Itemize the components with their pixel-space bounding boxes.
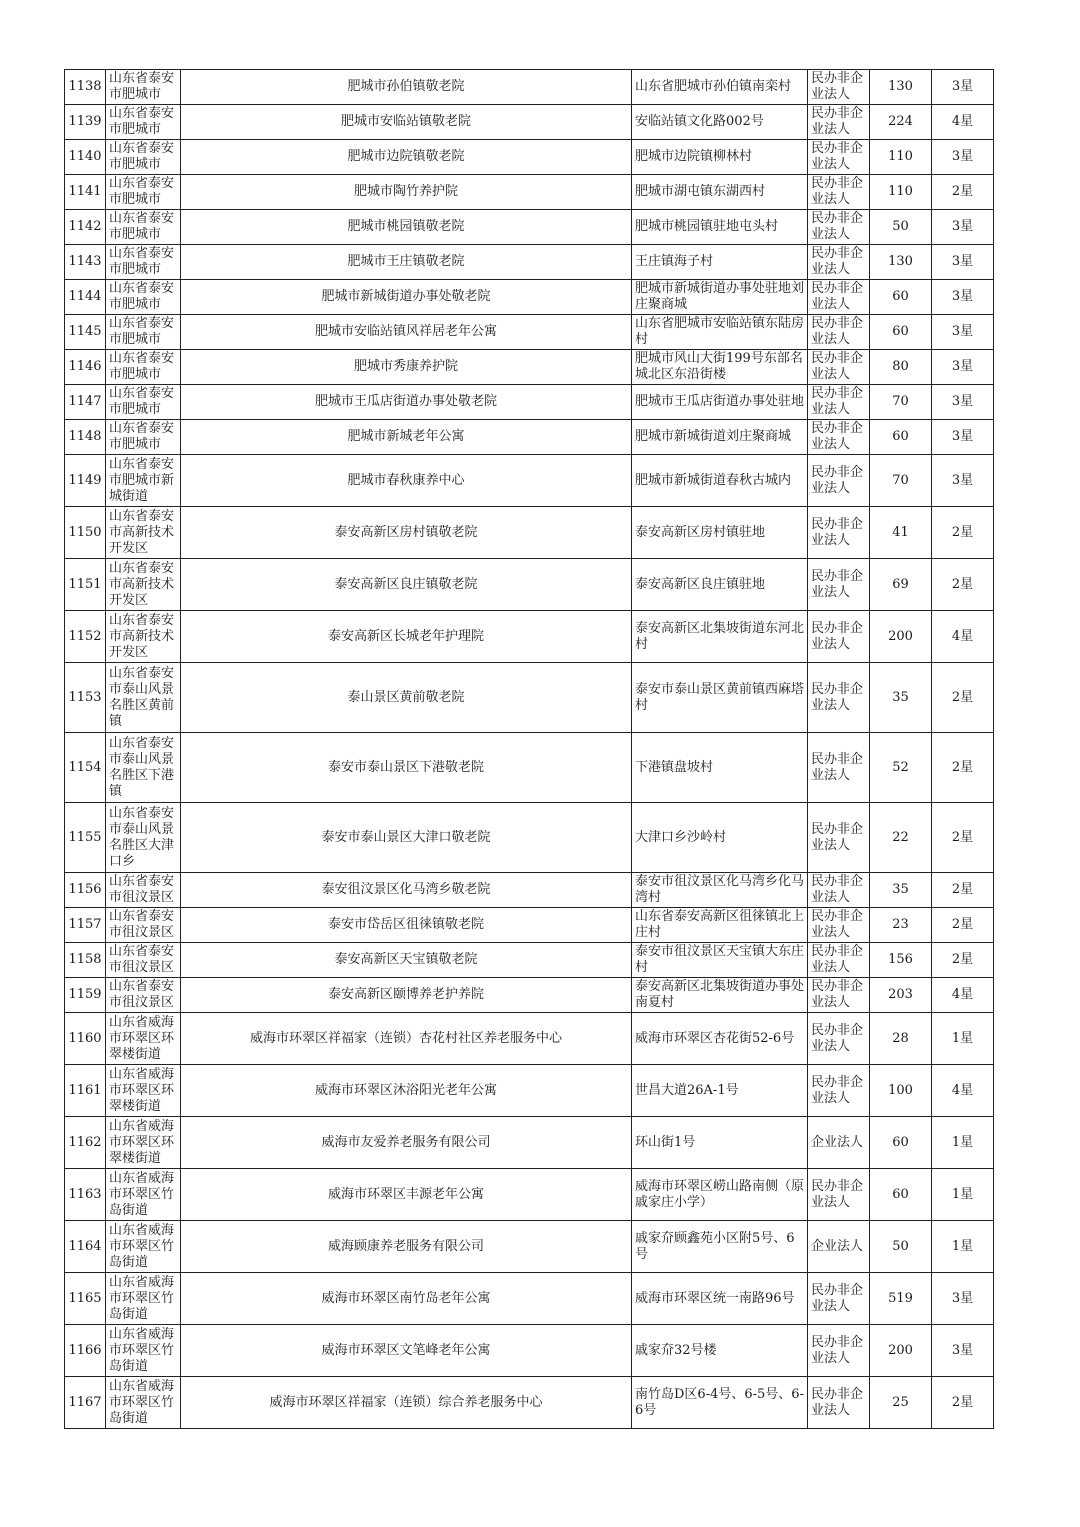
address-cell: 泰安市泰山景区黄前镇西麻塔村 bbox=[632, 663, 808, 733]
legal-type-cell: 民办非企业法人 bbox=[808, 1273, 870, 1325]
table-row bbox=[65, 943, 994, 978]
legal-type-cell: 企业法人 bbox=[808, 1221, 870, 1273]
institution-name-cell: 泰安市泰山景区下港敬老院 bbox=[181, 733, 632, 803]
region-cell: 山东省泰安市肥城市 bbox=[106, 420, 181, 455]
row-number: 1144 bbox=[65, 280, 106, 315]
region-cell: 山东省威海市环翠区环翠楼街道 bbox=[106, 1117, 181, 1169]
institution-name-cell: 肥城市陶竹养护院 bbox=[181, 175, 632, 210]
legal-type-cell: 民办非企业法人 bbox=[808, 611, 870, 663]
row-number: 1151 bbox=[65, 559, 106, 611]
table-row bbox=[65, 1117, 994, 1169]
beds-cell: 35 bbox=[870, 873, 932, 908]
institution-name-cell: 威海市环翠区文笔峰老年公寓 bbox=[181, 1325, 632, 1377]
institution-name-cell: 威海市环翠区沐浴阳光老年公寓 bbox=[181, 1065, 632, 1117]
region-cell: 山东省泰安市徂汶景区 bbox=[106, 978, 181, 1013]
legal-type-cell: 民办非企业法人 bbox=[808, 1013, 870, 1065]
row-number: 1140 bbox=[65, 140, 106, 175]
beds-cell: 203 bbox=[870, 978, 932, 1013]
region-cell: 山东省威海市环翠区环翠楼街道 bbox=[106, 1065, 181, 1117]
address-cell: 肥城市边院镇柳林村 bbox=[632, 140, 808, 175]
address-cell: 泰安市徂汶景区天宝镇大东庄村 bbox=[632, 943, 808, 978]
institution-name-cell: 肥城市春秋康养中心 bbox=[181, 455, 632, 507]
row-number: 1150 bbox=[65, 507, 106, 559]
region-cell: 山东省泰安市高新技术开发区 bbox=[106, 611, 181, 663]
legal-type-cell: 民办非企业法人 bbox=[808, 280, 870, 315]
row-number: 1153 bbox=[65, 663, 106, 733]
rating-cell: 4星 bbox=[932, 1065, 994, 1117]
address-cell: 泰安高新区房村镇驻地 bbox=[632, 507, 808, 559]
table-row bbox=[65, 350, 994, 385]
address-cell: 肥城市新城街道春秋古城内 bbox=[632, 455, 808, 507]
beds-cell: 60 bbox=[870, 420, 932, 455]
region-cell: 山东省泰安市泰山风景名胜区下港镇 bbox=[106, 733, 181, 803]
row-number: 1161 bbox=[65, 1065, 106, 1117]
beds-cell: 130 bbox=[870, 70, 932, 105]
region-cell: 山东省泰安市徂汶景区 bbox=[106, 943, 181, 978]
rating-cell: 3星 bbox=[932, 210, 994, 245]
facility-table bbox=[64, 69, 994, 1429]
rating-cell: 2星 bbox=[932, 733, 994, 803]
region-cell: 山东省泰安市肥城市 bbox=[106, 210, 181, 245]
legal-type-cell: 民办非企业法人 bbox=[808, 455, 870, 507]
address-cell: 王庄镇海子村 bbox=[632, 245, 808, 280]
region-cell: 山东省泰安市肥城市 bbox=[106, 140, 181, 175]
rating-cell: 3星 bbox=[932, 455, 994, 507]
row-number: 1154 bbox=[65, 733, 106, 803]
region-cell: 山东省泰安市徂汶景区 bbox=[106, 908, 181, 943]
institution-name-cell: 泰安高新区房村镇敬老院 bbox=[181, 507, 632, 559]
region-cell: 山东省泰安市肥城市 bbox=[106, 350, 181, 385]
address-cell: 戚家夼32号楼 bbox=[632, 1325, 808, 1377]
table-row bbox=[65, 1221, 994, 1273]
address-cell: 山东省肥城市安临站镇东陆房村 bbox=[632, 315, 808, 350]
table-row bbox=[65, 663, 994, 733]
table-row bbox=[65, 559, 994, 611]
table-row bbox=[65, 908, 994, 943]
institution-name-cell: 泰安高新区颐博养老护养院 bbox=[181, 978, 632, 1013]
legal-type-cell: 民办非企业法人 bbox=[808, 1377, 870, 1429]
table-row bbox=[65, 175, 994, 210]
table-row bbox=[65, 70, 994, 105]
institution-name-cell: 泰山景区黄前敬老院 bbox=[181, 663, 632, 733]
address-cell: 泰安高新区北集坡街道东河北村 bbox=[632, 611, 808, 663]
row-number: 1162 bbox=[65, 1117, 106, 1169]
address-cell: 安临站镇文化路002号 bbox=[632, 105, 808, 140]
institution-name-cell: 泰安高新区天宝镇敬老院 bbox=[181, 943, 632, 978]
legal-type-cell: 民办非企业法人 bbox=[808, 507, 870, 559]
table-row bbox=[65, 1169, 994, 1221]
beds-cell: 130 bbox=[870, 245, 932, 280]
region-cell: 山东省威海市环翠区竹岛街道 bbox=[106, 1377, 181, 1429]
beds-cell: 50 bbox=[870, 210, 932, 245]
institution-name-cell: 威海市友爱养老服务有限公司 bbox=[181, 1117, 632, 1169]
row-number: 1166 bbox=[65, 1325, 106, 1377]
institution-name-cell: 肥城市桃园镇敬老院 bbox=[181, 210, 632, 245]
beds-cell: 519 bbox=[870, 1273, 932, 1325]
region-cell: 山东省泰安市高新技术开发区 bbox=[106, 559, 181, 611]
beds-cell: 110 bbox=[870, 175, 932, 210]
rating-cell: 2星 bbox=[932, 803, 994, 873]
rating-cell: 4星 bbox=[932, 611, 994, 663]
rating-cell: 2星 bbox=[932, 873, 994, 908]
table-row bbox=[65, 873, 994, 908]
beds-cell: 200 bbox=[870, 1325, 932, 1377]
rating-cell: 3星 bbox=[932, 350, 994, 385]
institution-name-cell: 威海市环翠区南竹岛老年公寓 bbox=[181, 1273, 632, 1325]
beds-cell: 200 bbox=[870, 611, 932, 663]
row-number: 1156 bbox=[65, 873, 106, 908]
rating-cell: 2星 bbox=[932, 1377, 994, 1429]
table-row bbox=[65, 105, 994, 140]
region-cell: 山东省泰安市肥城市 bbox=[106, 175, 181, 210]
row-number: 1164 bbox=[65, 1221, 106, 1273]
legal-type-cell: 民办非企业法人 bbox=[808, 803, 870, 873]
region-cell: 山东省泰安市肥城市 bbox=[106, 70, 181, 105]
institution-name-cell: 肥城市新城老年公寓 bbox=[181, 420, 632, 455]
address-cell: 威海市环翠区崂山路南侧（原戚家庄小学） bbox=[632, 1169, 808, 1221]
legal-type-cell: 民办非企业法人 bbox=[808, 105, 870, 140]
institution-name-cell: 泰安高新区长城老年护理院 bbox=[181, 611, 632, 663]
legal-type-cell: 民办非企业法人 bbox=[808, 210, 870, 245]
beds-cell: 100 bbox=[870, 1065, 932, 1117]
row-number: 1158 bbox=[65, 943, 106, 978]
institution-name-cell: 威海市环翠区祥福家（连锁）综合养老服务中心 bbox=[181, 1377, 632, 1429]
table-row bbox=[65, 1273, 994, 1325]
table-row bbox=[65, 385, 994, 420]
table-row bbox=[65, 455, 994, 507]
institution-name-cell: 泰安高新区良庄镇敬老院 bbox=[181, 559, 632, 611]
rating-cell: 3星 bbox=[932, 315, 994, 350]
region-cell: 山东省泰安市肥城市 bbox=[106, 385, 181, 420]
row-number: 1139 bbox=[65, 105, 106, 140]
institution-name-cell: 肥城市秀康养护院 bbox=[181, 350, 632, 385]
rating-cell: 2星 bbox=[932, 175, 994, 210]
table-body bbox=[65, 70, 994, 1429]
legal-type-cell: 民办非企业法人 bbox=[808, 943, 870, 978]
region-cell: 山东省威海市环翠区环翠楼街道 bbox=[106, 1013, 181, 1065]
beds-cell: 224 bbox=[870, 105, 932, 140]
address-cell: 南竹岛D区6-4号、6-5号、6-6号 bbox=[632, 1377, 808, 1429]
address-cell: 威海市环翠区统一南路96号 bbox=[632, 1273, 808, 1325]
beds-cell: 60 bbox=[870, 1117, 932, 1169]
beds-cell: 156 bbox=[870, 943, 932, 978]
table-row bbox=[65, 611, 994, 663]
beds-cell: 110 bbox=[870, 140, 932, 175]
address-cell: 环山街1号 bbox=[632, 1117, 808, 1169]
rating-cell: 3星 bbox=[932, 1325, 994, 1377]
address-cell: 下港镇盘坡村 bbox=[632, 733, 808, 803]
beds-cell: 50 bbox=[870, 1221, 932, 1273]
table-row bbox=[65, 733, 994, 803]
address-cell: 肥城市新城街道办事处驻地刘庄聚商城 bbox=[632, 280, 808, 315]
rating-cell: 3星 bbox=[932, 280, 994, 315]
table-row bbox=[65, 507, 994, 559]
rating-cell: 1星 bbox=[932, 1169, 994, 1221]
region-cell: 山东省泰安市高新技术开发区 bbox=[106, 507, 181, 559]
table-row bbox=[65, 1377, 994, 1429]
address-cell: 戚家夼顾鑫苑小区附5号、6号 bbox=[632, 1221, 808, 1273]
legal-type-cell: 民办非企业法人 bbox=[808, 175, 870, 210]
row-number: 1142 bbox=[65, 210, 106, 245]
rating-cell: 2星 bbox=[932, 663, 994, 733]
beds-cell: 80 bbox=[870, 350, 932, 385]
address-cell: 肥城市桃园镇驻地屯头村 bbox=[632, 210, 808, 245]
beds-cell: 60 bbox=[870, 280, 932, 315]
region-cell: 山东省泰安市肥城市新城街道 bbox=[106, 455, 181, 507]
table-row bbox=[65, 315, 994, 350]
legal-type-cell: 民办非企业法人 bbox=[808, 350, 870, 385]
rating-cell: 3星 bbox=[932, 385, 994, 420]
row-number: 1167 bbox=[65, 1377, 106, 1429]
region-cell: 山东省威海市环翠区竹岛街道 bbox=[106, 1169, 181, 1221]
beds-cell: 69 bbox=[870, 559, 932, 611]
rating-cell: 3星 bbox=[932, 1273, 994, 1325]
table-row bbox=[65, 978, 994, 1013]
institution-name-cell: 肥城市新城街道办事处敬老院 bbox=[181, 280, 632, 315]
region-cell: 山东省泰安市泰山风景名胜区大津口乡 bbox=[106, 803, 181, 873]
row-number: 1143 bbox=[65, 245, 106, 280]
address-cell: 泰安高新区北集坡街道办事处南夏村 bbox=[632, 978, 808, 1013]
region-cell: 山东省泰安市肥城市 bbox=[106, 105, 181, 140]
beds-cell: 28 bbox=[870, 1013, 932, 1065]
rating-cell: 3星 bbox=[932, 140, 994, 175]
table-row bbox=[65, 1013, 994, 1065]
beds-cell: 70 bbox=[870, 455, 932, 507]
beds-cell: 25 bbox=[870, 1377, 932, 1429]
beds-cell: 60 bbox=[870, 1169, 932, 1221]
address-cell: 肥城市湖屯镇东湖西村 bbox=[632, 175, 808, 210]
beds-cell: 70 bbox=[870, 385, 932, 420]
beds-cell: 60 bbox=[870, 315, 932, 350]
address-cell: 肥城市王瓜店街道办事处驻地 bbox=[632, 385, 808, 420]
row-number: 1160 bbox=[65, 1013, 106, 1065]
institution-name-cell: 威海市环翠区丰源老年公寓 bbox=[181, 1169, 632, 1221]
rating-cell: 2星 bbox=[932, 908, 994, 943]
row-number: 1145 bbox=[65, 315, 106, 350]
institution-name-cell: 肥城市王瓜店街道办事处敬老院 bbox=[181, 385, 632, 420]
row-number: 1159 bbox=[65, 978, 106, 1013]
institution-name-cell: 肥城市安临站镇敬老院 bbox=[181, 105, 632, 140]
institution-name-cell: 泰安市泰山景区大津口敬老院 bbox=[181, 803, 632, 873]
row-number: 1141 bbox=[65, 175, 106, 210]
row-number: 1138 bbox=[65, 70, 106, 105]
region-cell: 山东省威海市环翠区竹岛街道 bbox=[106, 1325, 181, 1377]
legal-type-cell: 民办非企业法人 bbox=[808, 315, 870, 350]
address-cell: 大津口乡沙岭村 bbox=[632, 803, 808, 873]
legal-type-cell: 民办非企业法人 bbox=[808, 908, 870, 943]
rating-cell: 1星 bbox=[932, 1221, 994, 1273]
legal-type-cell: 民办非企业法人 bbox=[808, 140, 870, 175]
rating-cell: 2星 bbox=[932, 559, 994, 611]
beds-cell: 35 bbox=[870, 663, 932, 733]
institution-name-cell: 肥城市安临站镇风祥居老年公寓 bbox=[181, 315, 632, 350]
address-cell: 泰安市徂汶景区化马湾乡化马湾村 bbox=[632, 873, 808, 908]
row-number: 1146 bbox=[65, 350, 106, 385]
institution-name-cell: 肥城市王庄镇敬老院 bbox=[181, 245, 632, 280]
table-row bbox=[65, 210, 994, 245]
address-cell: 山东省泰安高新区徂徕镇北上庄村 bbox=[632, 908, 808, 943]
rating-cell: 1星 bbox=[932, 1117, 994, 1169]
institution-name-cell: 泰安徂汶景区化马湾乡敬老院 bbox=[181, 873, 632, 908]
rating-cell: 2星 bbox=[932, 943, 994, 978]
institution-name-cell: 肥城市孙伯镇敬老院 bbox=[181, 70, 632, 105]
row-number: 1149 bbox=[65, 455, 106, 507]
table-row bbox=[65, 1065, 994, 1117]
row-number: 1148 bbox=[65, 420, 106, 455]
legal-type-cell: 企业法人 bbox=[808, 1117, 870, 1169]
table-row bbox=[65, 803, 994, 873]
row-number: 1157 bbox=[65, 908, 106, 943]
legal-type-cell: 民办非企业法人 bbox=[808, 1169, 870, 1221]
legal-type-cell: 民办非企业法人 bbox=[808, 733, 870, 803]
table-row bbox=[65, 140, 994, 175]
region-cell: 山东省泰安市肥城市 bbox=[106, 315, 181, 350]
region-cell: 山东省泰安市徂汶景区 bbox=[106, 873, 181, 908]
legal-type-cell: 民办非企业法人 bbox=[808, 559, 870, 611]
region-cell: 山东省威海市环翠区竹岛街道 bbox=[106, 1273, 181, 1325]
beds-cell: 41 bbox=[870, 507, 932, 559]
row-number: 1147 bbox=[65, 385, 106, 420]
address-cell: 威海市环翠区杏花街52-6号 bbox=[632, 1013, 808, 1065]
rating-cell: 4星 bbox=[932, 978, 994, 1013]
beds-cell: 23 bbox=[870, 908, 932, 943]
legal-type-cell: 民办非企业法人 bbox=[808, 70, 870, 105]
institution-name-cell: 肥城市边院镇敬老院 bbox=[181, 140, 632, 175]
row-number: 1163 bbox=[65, 1169, 106, 1221]
address-cell: 山东省肥城市孙伯镇南栾村 bbox=[632, 70, 808, 105]
region-cell: 山东省泰安市泰山风景名胜区黄前镇 bbox=[106, 663, 181, 733]
rating-cell: 1星 bbox=[932, 1013, 994, 1065]
beds-cell: 22 bbox=[870, 803, 932, 873]
table-row bbox=[65, 1325, 994, 1377]
institution-name-cell: 泰安市岱岳区徂徕镇敬老院 bbox=[181, 908, 632, 943]
row-number: 1165 bbox=[65, 1273, 106, 1325]
beds-cell: 52 bbox=[870, 733, 932, 803]
region-cell: 山东省泰安市肥城市 bbox=[106, 245, 181, 280]
table-row bbox=[65, 420, 994, 455]
legal-type-cell: 民办非企业法人 bbox=[808, 385, 870, 420]
rating-cell: 3星 bbox=[932, 245, 994, 280]
legal-type-cell: 民办非企业法人 bbox=[808, 978, 870, 1013]
legal-type-cell: 民办非企业法人 bbox=[808, 420, 870, 455]
rating-cell: 4星 bbox=[932, 105, 994, 140]
rating-cell: 2星 bbox=[932, 507, 994, 559]
institution-name-cell: 威海顾康养老服务有限公司 bbox=[181, 1221, 632, 1273]
legal-type-cell: 民办非企业法人 bbox=[808, 1065, 870, 1117]
institution-name-cell: 威海市环翠区祥福家（连锁）杏花村社区养老服务中心 bbox=[181, 1013, 632, 1065]
legal-type-cell: 民办非企业法人 bbox=[808, 873, 870, 908]
address-cell: 世昌大道26A-1号 bbox=[632, 1065, 808, 1117]
legal-type-cell: 民办非企业法人 bbox=[808, 245, 870, 280]
address-cell: 肥城市风山大街199号东部名城北区东沿街楼 bbox=[632, 350, 808, 385]
region-cell: 山东省泰安市肥城市 bbox=[106, 280, 181, 315]
rating-cell: 3星 bbox=[932, 70, 994, 105]
address-cell: 泰安高新区良庄镇驻地 bbox=[632, 559, 808, 611]
region-cell: 山东省威海市环翠区竹岛街道 bbox=[106, 1221, 181, 1273]
row-number: 1155 bbox=[65, 803, 106, 873]
row-number: 1152 bbox=[65, 611, 106, 663]
address-cell: 肥城市新城街道刘庄聚商城 bbox=[632, 420, 808, 455]
rating-cell: 3星 bbox=[932, 420, 994, 455]
table-row bbox=[65, 280, 994, 315]
table-row bbox=[65, 245, 994, 280]
legal-type-cell: 民办非企业法人 bbox=[808, 1325, 870, 1377]
legal-type-cell: 民办非企业法人 bbox=[808, 663, 870, 733]
